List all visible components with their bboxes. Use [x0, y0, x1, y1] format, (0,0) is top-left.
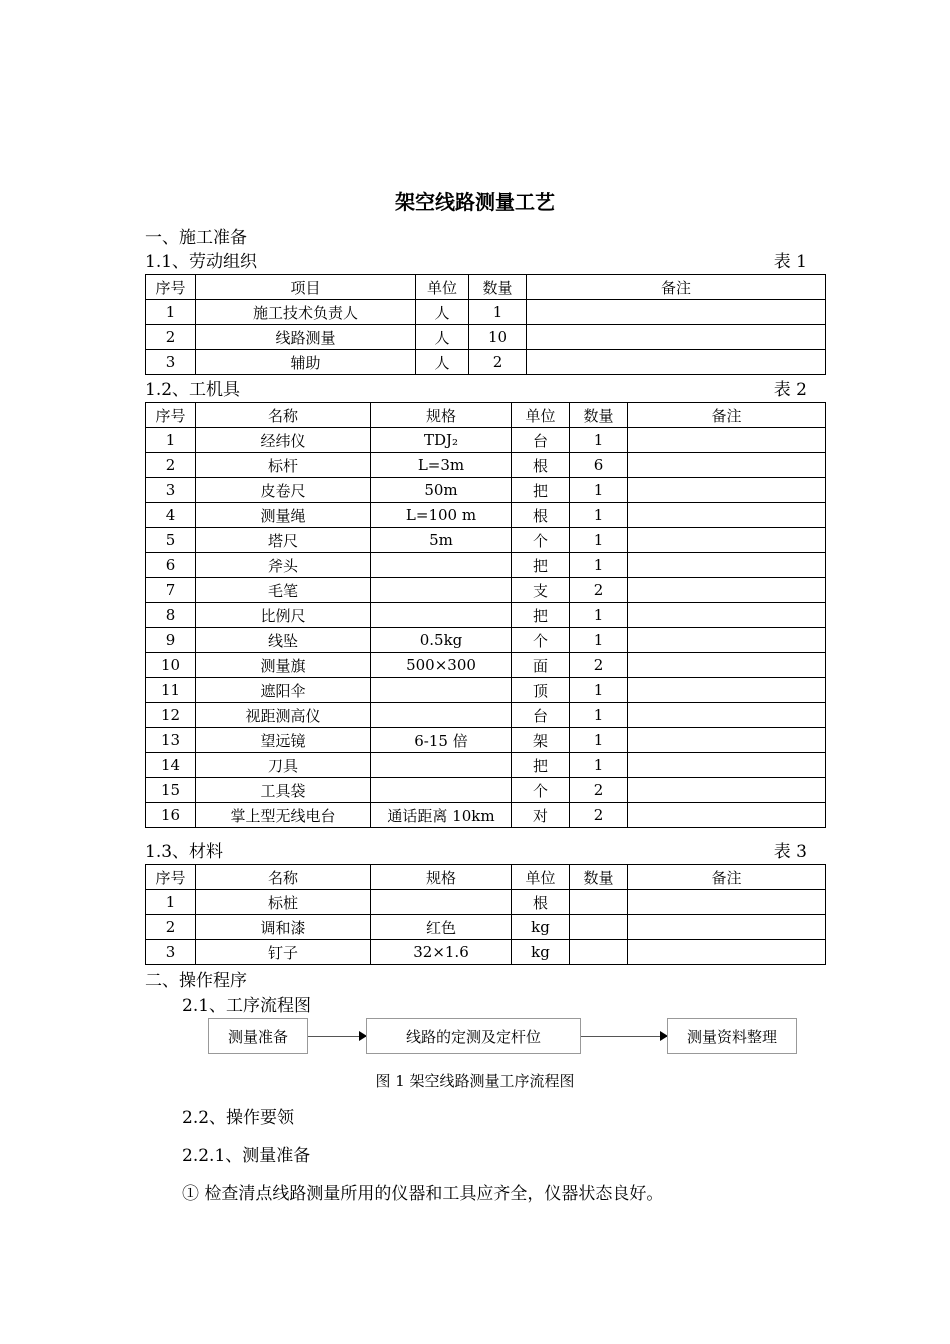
instruction-item-1: ① 检查清点线路测量所用的仪器和工具应齐全，仪器状态良好。: [182, 1184, 664, 1204]
table-cell: 7: [146, 578, 196, 603]
table-cell: [628, 603, 826, 628]
table-header-row: [146, 403, 826, 428]
column-header: 规格: [371, 403, 512, 428]
table-row: [146, 603, 826, 628]
table-row: [146, 428, 826, 453]
section-2-heading: 二、操作程序: [145, 971, 247, 991]
table-cell: 1: [570, 703, 628, 728]
table-row: [146, 350, 826, 375]
column-header: 备注: [527, 275, 826, 300]
table-cell: [628, 528, 826, 553]
table-cell: L=100 m: [371, 503, 512, 528]
table-cell: 16: [146, 803, 196, 828]
table-row: [146, 653, 826, 678]
table-cell: 线路测量: [196, 325, 416, 350]
table-cell: 2: [146, 325, 196, 350]
table-row: [146, 528, 826, 553]
table-cell: kg: [512, 915, 570, 940]
table-cell: 面: [512, 653, 570, 678]
column-header: 单位: [512, 403, 570, 428]
section-2-2-1-heading: 2.2.1、测量准备: [182, 1146, 311, 1166]
table-row: [146, 553, 826, 578]
table-row: [146, 728, 826, 753]
table-cell: 13: [146, 728, 196, 753]
table-cell: 标桩: [196, 890, 371, 915]
table-cell: 1: [146, 428, 196, 453]
table-cell: 调和漆: [196, 915, 371, 940]
table-cell: 10: [469, 325, 527, 350]
table-cell: [371, 553, 512, 578]
column-header: 单位: [512, 865, 570, 890]
table-cell: 经纬仪: [196, 428, 371, 453]
materials-table: [145, 864, 826, 965]
table-cell: [628, 890, 826, 915]
table-cell: 1: [570, 528, 628, 553]
table-cell: 人: [416, 325, 469, 350]
table-cell: 1: [570, 603, 628, 628]
table-cell: [527, 300, 826, 325]
table-1-number: 表 1: [773, 252, 807, 272]
table-cell: 斧头: [196, 553, 371, 578]
table-cell: [628, 753, 826, 778]
table-cell: [628, 678, 826, 703]
table-cell: 测量旗: [196, 653, 371, 678]
table-cell: 50m: [371, 478, 512, 503]
table-cell: 500×300: [371, 653, 512, 678]
table-cell: 3: [146, 478, 196, 503]
column-header: 规格: [371, 865, 512, 890]
table-cell: 个: [512, 628, 570, 653]
table-row: [146, 300, 826, 325]
table-cell: 根: [512, 453, 570, 478]
table-cell: 15: [146, 778, 196, 803]
table-cell: [527, 350, 826, 375]
table-cell: 6: [570, 453, 628, 478]
table-cell: 把: [512, 603, 570, 628]
table-cell: 1: [570, 753, 628, 778]
column-header: 序号: [146, 865, 196, 890]
table-cell: 2: [570, 803, 628, 828]
table-row: [146, 503, 826, 528]
table-cell: 0.5kg: [371, 628, 512, 653]
table-cell: 2: [146, 915, 196, 940]
table-cell: [570, 915, 628, 940]
table-cell: 6-15 倍: [371, 728, 512, 753]
table-row: [146, 778, 826, 803]
column-header: 名称: [196, 403, 371, 428]
table-cell: 台: [512, 428, 570, 453]
flow-step-data: 测量资料整理: [667, 1018, 797, 1054]
table-cell: [371, 578, 512, 603]
table-cell: 1: [570, 628, 628, 653]
table-cell: [628, 553, 826, 578]
table-cell: 工具袋: [196, 778, 371, 803]
table-cell: 红色: [371, 915, 512, 940]
table-cell: 把: [512, 553, 570, 578]
section-2-1-heading: 2.1、工序流程图: [182, 996, 312, 1016]
table-cell: 9: [146, 628, 196, 653]
table-cell: [371, 753, 512, 778]
table-cell: 个: [512, 528, 570, 553]
table-cell: [628, 778, 826, 803]
table-row: [146, 703, 826, 728]
table-cell: 望远镜: [196, 728, 371, 753]
table-cell: [628, 578, 826, 603]
table-cell: 把: [512, 478, 570, 503]
table-cell: 个: [512, 778, 570, 803]
flow-arrow-1: [308, 1036, 366, 1037]
section-2-2-heading: 2.2、操作要领: [182, 1108, 295, 1128]
table-cell: 1: [570, 678, 628, 703]
table-cell: 遮阳伞: [196, 678, 371, 703]
table-cell: 毛笔: [196, 578, 371, 603]
table-header-row: [146, 275, 826, 300]
table-cell: 人: [416, 300, 469, 325]
table-cell: 1: [570, 428, 628, 453]
table-cell: 把: [512, 753, 570, 778]
table-cell: 1: [570, 553, 628, 578]
table-cell: [371, 703, 512, 728]
table-cell: 支: [512, 578, 570, 603]
table-cell: [628, 915, 826, 940]
table-cell: 2: [570, 778, 628, 803]
tools-table: [145, 402, 826, 828]
table-row: [146, 453, 826, 478]
column-header: 序号: [146, 275, 196, 300]
table-cell: 刀具: [196, 753, 371, 778]
table-cell: [371, 890, 512, 915]
table-row: [146, 915, 826, 940]
table-cell: 2: [146, 453, 196, 478]
table-cell: 10: [146, 653, 196, 678]
table-row: [146, 940, 826, 965]
table-header-row: [146, 865, 826, 890]
table-cell: 11: [146, 678, 196, 703]
table-cell: TDJ₂: [371, 428, 512, 453]
figure-caption: 图 1 架空线路测量工序流程图: [375, 1072, 575, 1090]
table-cell: 根: [512, 503, 570, 528]
table-cell: 3: [146, 350, 196, 375]
table-cell: 比例尺: [196, 603, 371, 628]
table-cell: 2: [469, 350, 527, 375]
table-cell: 标杆: [196, 453, 371, 478]
table-cell: 塔尺: [196, 528, 371, 553]
table-cell: 根: [512, 890, 570, 915]
table-cell: [371, 778, 512, 803]
table-cell: [371, 603, 512, 628]
table-cell: 1: [146, 890, 196, 915]
table-cell: 14: [146, 753, 196, 778]
table-cell: 5: [146, 528, 196, 553]
column-header: 备注: [628, 865, 826, 890]
table-cell: 台: [512, 703, 570, 728]
table-cell: [628, 428, 826, 453]
column-header: 项目: [196, 275, 416, 300]
column-header: 数量: [469, 275, 527, 300]
section-1-3-row: [145, 841, 807, 863]
table-cell: 1: [146, 300, 196, 325]
table-row: [146, 753, 826, 778]
column-header: 单位: [416, 275, 469, 300]
table-cell: 3: [146, 940, 196, 965]
table-cell: 顶: [512, 678, 570, 703]
flow-arrow-2: [581, 1036, 667, 1037]
table-row: [146, 578, 826, 603]
table-cell: 架: [512, 728, 570, 753]
table-cell: 5m: [371, 528, 512, 553]
section-1-1-row: [145, 251, 807, 273]
table-cell: 1: [570, 503, 628, 528]
table-cell: kg: [512, 940, 570, 965]
table-cell: [628, 503, 826, 528]
column-header: 序号: [146, 403, 196, 428]
section-1-2-heading: 1.2、工机具: [145, 380, 241, 400]
labor-table: [145, 274, 826, 375]
table-cell: [628, 478, 826, 503]
section-1-3-heading: 1.3、材料: [145, 842, 224, 862]
table-cell: [570, 940, 628, 965]
table-cell: [527, 325, 826, 350]
table-cell: [628, 628, 826, 653]
section-1-1-heading: 1.1、劳动组织: [145, 252, 258, 272]
section-1-2-row: [145, 379, 807, 401]
table-cell: 32×1.6: [371, 940, 512, 965]
table-cell: 通话距离 10km: [371, 803, 512, 828]
column-header: 名称: [196, 865, 371, 890]
table-cell: 8: [146, 603, 196, 628]
table-3-number: 表 3: [773, 842, 807, 862]
table-cell: 钉子: [196, 940, 371, 965]
column-header: 数量: [570, 403, 628, 428]
table-cell: L=3m: [371, 453, 512, 478]
column-header: 备注: [628, 403, 826, 428]
table-cell: [628, 728, 826, 753]
flow-step-survey: 线路的定测及定杆位: [366, 1018, 581, 1054]
table-cell: [628, 453, 826, 478]
table-cell: [628, 703, 826, 728]
table-cell: 4: [146, 503, 196, 528]
table-cell: [570, 890, 628, 915]
table-cell: [628, 803, 826, 828]
table-row: [146, 325, 826, 350]
flow-step-prepare: 测量准备: [208, 1018, 308, 1054]
page-title: 架空线路测量工艺: [395, 190, 555, 214]
table-cell: 1: [570, 478, 628, 503]
table-cell: [628, 653, 826, 678]
table-cell: 12: [146, 703, 196, 728]
table-row: [146, 678, 826, 703]
table-2-number: 表 2: [773, 380, 807, 400]
table-cell: 人: [416, 350, 469, 375]
table-cell: 6: [146, 553, 196, 578]
table-cell: 线坠: [196, 628, 371, 653]
table-cell: 1: [469, 300, 527, 325]
table-cell: 施工技术负责人: [196, 300, 416, 325]
table-cell: 视距测高仪: [196, 703, 371, 728]
table-cell: 测量绳: [196, 503, 371, 528]
table-row: [146, 890, 826, 915]
table-cell: 1: [570, 728, 628, 753]
table-cell: 皮卷尺: [196, 478, 371, 503]
table-cell: [628, 940, 826, 965]
table-cell: 2: [570, 653, 628, 678]
table-cell: 2: [570, 578, 628, 603]
table-cell: 掌上型无线电台: [196, 803, 371, 828]
table-row: [146, 803, 826, 828]
table-row: [146, 628, 826, 653]
table-cell: 辅助: [196, 350, 416, 375]
table-cell: [371, 678, 512, 703]
table-row: [146, 478, 826, 503]
table-cell: 对: [512, 803, 570, 828]
column-header: 数量: [570, 865, 628, 890]
section-1-heading: 一、施工准备: [145, 228, 247, 248]
